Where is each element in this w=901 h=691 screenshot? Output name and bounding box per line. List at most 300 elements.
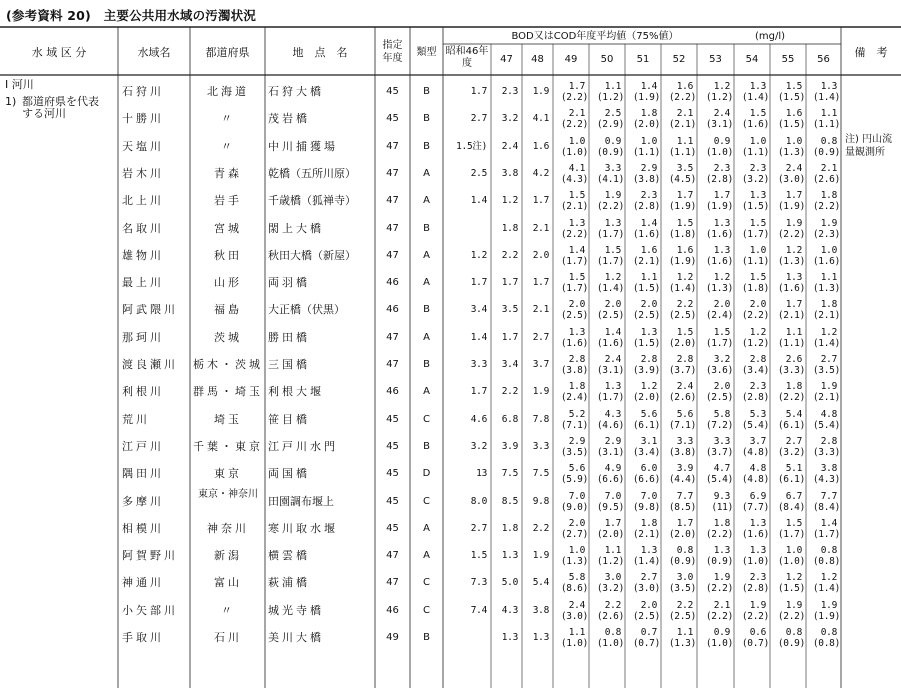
cell-value: 2.4 bbox=[604, 354, 621, 365]
header-point-name: 地 点 名 bbox=[292, 46, 348, 59]
cell-prefecture: 〃 bbox=[221, 603, 235, 617]
header-unit: (mg/l) bbox=[754, 31, 786, 42]
cell-value: 1.3 bbox=[501, 632, 518, 643]
cell-point-name: 田園調布堰上 bbox=[268, 494, 334, 508]
cell-value: 1.2 bbox=[820, 326, 837, 338]
cell-value: 2.0 bbox=[604, 299, 621, 311]
cell-value: 4.3 bbox=[501, 604, 518, 616]
cell-designated-year: 45 bbox=[386, 86, 399, 97]
cell-value: 7.7 bbox=[820, 490, 837, 502]
cell-value: 1.0 bbox=[749, 135, 766, 147]
cell-value: 2.4 bbox=[713, 108, 730, 120]
cell-value: 4.2 bbox=[532, 167, 549, 179]
cell-value-75pct: (2.0) bbox=[668, 337, 696, 349]
cell-value: 2.1 bbox=[568, 108, 585, 120]
cell-value: 1.8 bbox=[501, 522, 518, 534]
cell-value-75pct: (2.6) bbox=[812, 173, 840, 185]
cell-value-75pct: (1.2) bbox=[741, 337, 769, 349]
cell-value-75pct: (2.1) bbox=[812, 392, 840, 404]
cell-value-75pct: (2.5) bbox=[668, 310, 696, 322]
cell-value: 4.1 bbox=[568, 162, 585, 174]
cell-value-75pct: (2.1) bbox=[560, 201, 588, 213]
cell-value: 1.3 bbox=[749, 517, 766, 529]
cell-value: 1.5 bbox=[713, 326, 730, 338]
cell-type: C bbox=[423, 604, 430, 616]
cell-type: A bbox=[423, 522, 430, 534]
cell-value: 1.1 bbox=[785, 326, 802, 338]
cell-value: 2.0 bbox=[640, 299, 657, 311]
cell-value: 2.2 bbox=[676, 599, 693, 611]
cell-designated-year: 47 bbox=[386, 550, 399, 562]
cell-value-75pct: (9.5) bbox=[596, 501, 624, 513]
cell-value-75pct: (3.4) bbox=[741, 365, 769, 376]
cell-value-75pct: (5.4) bbox=[705, 474, 733, 486]
cell-value-75pct: (1.6) bbox=[632, 228, 660, 240]
cell-type: B bbox=[423, 304, 430, 316]
cell-value-75pct: (0.8) bbox=[812, 556, 840, 568]
cell-value-75pct: (1.4) bbox=[812, 92, 840, 103]
cell-value-75pct: (5.4) bbox=[741, 419, 769, 431]
cell-prefecture: 神奈川 bbox=[207, 521, 249, 535]
cell-value-75pct: (2.5) bbox=[632, 310, 660, 322]
cell-value: 0.8 bbox=[785, 627, 802, 638]
cell-value-75pct: (3.7) bbox=[668, 365, 696, 376]
cell-value-75pct: (2.9) bbox=[596, 119, 624, 131]
cell-value: 2.0 bbox=[568, 517, 585, 529]
cell-value-75pct: (1.7) bbox=[705, 337, 733, 349]
cell-value-75pct: (2.3) bbox=[812, 228, 840, 240]
cell-value-75pct: (0.8) bbox=[812, 638, 840, 649]
cell-value: 3.8 bbox=[501, 167, 518, 179]
cell-value-75pct: (1.4) bbox=[741, 92, 769, 103]
cell-value: 2.8 bbox=[568, 354, 585, 365]
cell-value: 1.6 bbox=[640, 244, 657, 256]
cell-value: 1.7 bbox=[532, 277, 549, 289]
section-sub-line1: 都道府県を代表 bbox=[22, 95, 99, 108]
cell-point-name: 城光寺橋 bbox=[268, 603, 324, 617]
cell-value: 3.0 bbox=[676, 572, 693, 584]
cell-value-75pct: (1.1) bbox=[777, 337, 805, 349]
cell-type: A bbox=[423, 550, 430, 562]
cell-value: 2.8 bbox=[640, 354, 657, 365]
cell-value-75pct: (1.0) bbox=[705, 146, 733, 158]
cell-value-75pct: (0.7) bbox=[632, 638, 660, 649]
cell-value-75pct: (1.5) bbox=[632, 337, 660, 349]
header-area-class: 水 域 区 分 bbox=[31, 46, 87, 59]
cell-value: 2.2 bbox=[604, 599, 621, 611]
cell-point-name: 寒川取水堰 bbox=[268, 521, 338, 535]
cell-point-name: 勝田橋 bbox=[268, 330, 310, 344]
cell-value: 2.4 bbox=[501, 140, 518, 152]
cell-value-75pct: (2.5) bbox=[632, 610, 660, 622]
cell-value-75pct: (0.9) bbox=[596, 146, 624, 158]
cell-value: 0.8 bbox=[820, 627, 837, 638]
cell-value: 1.3 bbox=[568, 326, 585, 338]
cell-value: 3.9 bbox=[676, 463, 693, 475]
cell-value-75pct: (2.2) bbox=[560, 119, 588, 131]
cell-value-75pct: (1.6) bbox=[560, 337, 588, 349]
cell-designated-year: 46 bbox=[386, 304, 399, 316]
cell-value-75pct: (2.2) bbox=[705, 610, 733, 622]
cell-value-75pct: (1.5) bbox=[777, 92, 805, 103]
header-designated-year-2: 年度 bbox=[382, 53, 403, 64]
cell-designated-year: 45 bbox=[386, 440, 399, 452]
cell-value: 2.3 bbox=[749, 572, 766, 584]
cell-type: C bbox=[423, 413, 430, 425]
cell-value-75pct: (2.2) bbox=[812, 201, 840, 213]
cell-value-75pct: (1.2) bbox=[596, 556, 624, 568]
header-prefecture: 都道府県 bbox=[205, 46, 250, 59]
cell-value-75pct: (4.4) bbox=[668, 474, 696, 486]
cell-water-name: 相模川 bbox=[122, 521, 164, 535]
cell-value-75pct: (1.4) bbox=[812, 337, 840, 349]
cell-value: 1.9 bbox=[604, 190, 621, 202]
cell-value: 1.9 bbox=[820, 217, 837, 229]
cell-value: 1.3 bbox=[713, 217, 730, 229]
cell-value-75pct: (7.1) bbox=[668, 419, 696, 431]
cell-value-75pct: (7.2) bbox=[705, 419, 733, 431]
cell-value: 2.0 bbox=[749, 299, 766, 311]
cell-value-75pct: (1.1) bbox=[632, 146, 660, 158]
cell-value: 1.6 bbox=[676, 244, 693, 256]
cell-designated-year: 47 bbox=[386, 331, 399, 343]
cell-value-75pct: (2.2) bbox=[741, 610, 769, 622]
cell-value: 5.6 bbox=[568, 463, 585, 475]
cell-value: 1.3 bbox=[640, 545, 657, 557]
cell-value: 2.3 bbox=[501, 86, 518, 97]
cell-value-75pct: (3.3) bbox=[812, 446, 840, 458]
cell-value: 1.2 bbox=[676, 272, 693, 284]
cell-value-75pct: (8.4) bbox=[812, 501, 840, 513]
cell-value: 3.3 bbox=[470, 359, 487, 370]
cell-value-75pct: (1.1) bbox=[668, 146, 696, 158]
cell-value: 6.0 bbox=[640, 463, 657, 475]
cell-value-75pct: (2.2) bbox=[777, 392, 805, 404]
cell-value-75pct: (6.6) bbox=[632, 474, 660, 486]
section-sub-number: 1) bbox=[5, 95, 17, 108]
cell-value: 1.4 bbox=[820, 517, 837, 529]
cell-value-75pct: (2.8) bbox=[705, 173, 733, 185]
cell-value: 2.4 bbox=[676, 381, 693, 393]
cell-designated-year: 45 bbox=[386, 522, 399, 534]
cell-value: 1.3 bbox=[749, 190, 766, 202]
cell-value-75pct: (1.0) bbox=[560, 638, 588, 649]
cell-type: A bbox=[423, 277, 430, 289]
cell-value-75pct: (2.0) bbox=[632, 392, 660, 404]
cell-value: 1.9 bbox=[532, 386, 549, 398]
cell-value: 4.9 bbox=[604, 463, 621, 475]
cell-value-75pct: (2.5) bbox=[705, 392, 733, 404]
cell-value-75pct: (2.2) bbox=[560, 228, 588, 240]
cell-value: 1.4 bbox=[640, 217, 657, 229]
cell-value-75pct: (3.8) bbox=[632, 173, 660, 185]
cell-value: 1.3 bbox=[713, 545, 730, 557]
cell-value-75pct: (3.0) bbox=[560, 610, 588, 622]
cell-value-75pct: (1.9) bbox=[777, 201, 805, 213]
cell-value-75pct: (2.2) bbox=[741, 310, 769, 322]
cell-value: 7.5 bbox=[501, 468, 518, 480]
cell-designated-year: 45 bbox=[386, 468, 399, 480]
cell-value-75pct: (3.9) bbox=[632, 365, 660, 376]
cell-value: 1.3 bbox=[532, 632, 549, 643]
cell-value-75pct: (6.1) bbox=[632, 419, 660, 431]
cell-value-75pct: (1.0) bbox=[777, 556, 805, 568]
cell-value-75pct: (2.1) bbox=[632, 255, 660, 267]
page-title: (参考資料 20) 主要公共用水域の汚濁状況 bbox=[6, 8, 257, 23]
cell-value: 2.0 bbox=[532, 249, 549, 261]
cell-value: 1.0 bbox=[820, 244, 837, 256]
header-year: 昭和46年度 bbox=[445, 46, 489, 69]
cell-value: 1.0 bbox=[749, 244, 766, 256]
cell-point-name: 笹目橋 bbox=[268, 412, 310, 426]
cell-value-75pct: (1.2) bbox=[705, 92, 733, 103]
cell-point-name: 両国橋 bbox=[268, 467, 310, 481]
cell-value: 1.7 bbox=[676, 190, 693, 202]
cell-value: 1.9 bbox=[820, 381, 837, 393]
cell-designated-year: 47 bbox=[386, 195, 399, 207]
cell-value: 1.3 bbox=[568, 217, 585, 229]
cell-point-name: 美川大橋 bbox=[268, 631, 324, 644]
cell-value: 1.9 bbox=[532, 550, 549, 562]
cell-value: 1.4 bbox=[604, 326, 621, 338]
cell-value-75pct: (2.0) bbox=[632, 119, 660, 131]
cell-value: 1.3 bbox=[604, 217, 621, 229]
cell-value-75pct: (8.4) bbox=[777, 501, 805, 513]
section-sub-line2: する河川 bbox=[22, 107, 66, 120]
cell-type: D bbox=[422, 468, 431, 480]
cell-value-75pct: (1.3) bbox=[777, 146, 805, 158]
cell-value: 2.1 bbox=[713, 599, 730, 611]
cell-value-75pct: (1.6) bbox=[705, 228, 733, 240]
cell-point-name: 閖上大橋 bbox=[268, 221, 324, 235]
cell-value-75pct: (1.1) bbox=[741, 255, 769, 267]
cell-value: 0.6 bbox=[749, 627, 766, 638]
cell-value-75pct: (2.5) bbox=[596, 310, 624, 322]
cell-value-75pct: (3.3) bbox=[777, 365, 805, 376]
cell-water-name: 石狩川 bbox=[122, 85, 164, 98]
cell-value-75pct: (2.2) bbox=[777, 228, 805, 240]
cell-value-75pct: (1.3) bbox=[777, 255, 805, 267]
cell-value: 1.5 bbox=[749, 108, 766, 120]
cell-point-name: 千歳橋（狐禅寺） bbox=[268, 194, 356, 208]
cell-water-name: 最上川 bbox=[122, 276, 164, 290]
cell-value: 1.5注) bbox=[456, 140, 487, 152]
cell-prefecture: 富山 bbox=[214, 576, 242, 590]
cell-value: 2.9 bbox=[568, 435, 585, 447]
cell-type: B bbox=[423, 440, 430, 452]
cell-point-name: 中川捕獲場 bbox=[268, 139, 338, 153]
cell-value: 2.5 bbox=[604, 108, 621, 120]
cell-value: 4.7 bbox=[713, 463, 730, 475]
cell-value-75pct: (3.8) bbox=[560, 365, 588, 376]
header-bod-title: BOD又はCOD年度平均値（75%値） bbox=[511, 31, 679, 42]
cell-value: 2.0 bbox=[640, 599, 657, 611]
cell-designated-year: 47 bbox=[386, 359, 399, 370]
cell-value-75pct: (1.9) bbox=[668, 255, 696, 267]
cell-value: 1.7 bbox=[604, 517, 621, 529]
cell-designated-year: 46 bbox=[386, 386, 399, 398]
cell-value: 1.7 bbox=[470, 277, 487, 289]
cell-value-75pct: (1.6) bbox=[812, 255, 840, 267]
cell-designated-year: 45 bbox=[386, 113, 399, 125]
cell-water-name: 雄物川 bbox=[122, 248, 164, 262]
cell-water-name: 神通川 bbox=[122, 576, 164, 590]
cell-value: 1.5 bbox=[470, 550, 487, 562]
header-year: 55 bbox=[781, 54, 795, 65]
cell-value-75pct: (4.8) bbox=[741, 446, 769, 458]
cell-value-75pct: (1.1) bbox=[812, 119, 840, 131]
cell-value: 6.8 bbox=[501, 413, 518, 425]
cell-value: 2.8 bbox=[749, 354, 766, 365]
cell-value: 3.5 bbox=[501, 304, 518, 316]
cell-value: 1.5 bbox=[568, 272, 585, 284]
cell-value: 4.8 bbox=[749, 463, 766, 475]
cell-water-name: 十勝川 bbox=[122, 112, 164, 126]
cell-point-name: 茂岩橋 bbox=[268, 112, 310, 126]
cell-value: 1.1 bbox=[604, 81, 621, 92]
cell-value-75pct: (4.8) bbox=[741, 474, 769, 486]
cell-value-75pct: (2.4) bbox=[560, 392, 588, 404]
cell-prefecture: 茨城 bbox=[214, 330, 242, 344]
cell-value: 7.0 bbox=[568, 490, 585, 502]
cell-water-name: 小矢部川 bbox=[122, 603, 178, 617]
cell-value-75pct: (4.6) bbox=[596, 419, 624, 431]
cell-water-name: 天塩川 bbox=[122, 139, 164, 153]
cell-value-75pct: (1.8) bbox=[741, 283, 769, 295]
cell-value: 2.8 bbox=[676, 354, 693, 365]
cell-value: 1.1 bbox=[568, 627, 585, 638]
cell-value: 2.7 bbox=[532, 331, 549, 343]
cell-value-75pct: (4.1) bbox=[596, 173, 624, 185]
cell-prefecture: 北海道 bbox=[207, 85, 249, 98]
cell-value: 1.2 bbox=[820, 572, 837, 584]
cell-value: 1.6 bbox=[785, 108, 802, 120]
cell-value: 1.7 bbox=[532, 195, 549, 207]
cell-value: 1.5 bbox=[749, 272, 766, 284]
cell-prefecture: 東京 bbox=[214, 467, 242, 481]
cell-value-75pct: (1.9) bbox=[632, 92, 660, 103]
cell-value: 1.1 bbox=[820, 108, 837, 120]
cell-value: 1.1 bbox=[604, 545, 621, 557]
cell-value: 3.8 bbox=[820, 463, 837, 475]
cell-value: 2.3 bbox=[640, 190, 657, 202]
cell-value-75pct: (1.3) bbox=[812, 283, 840, 295]
cell-value: 5.6 bbox=[640, 408, 657, 420]
cell-value-75pct: (1.0) bbox=[560, 146, 588, 158]
cell-value: 2.5 bbox=[470, 167, 487, 179]
cell-value: 13 bbox=[476, 468, 487, 480]
cell-value-75pct: (1.8) bbox=[668, 228, 696, 240]
cell-water-name: 利根川 bbox=[122, 385, 164, 399]
cell-value-75pct: (1.7) bbox=[777, 528, 805, 540]
cell-value-75pct: (1.5) bbox=[777, 119, 805, 131]
cell-value-75pct: (1.7) bbox=[560, 255, 588, 267]
cell-value: 3.5 bbox=[676, 162, 693, 174]
cell-value: 9.8 bbox=[532, 495, 549, 507]
cell-value: 0.8 bbox=[820, 545, 837, 557]
cell-value: 1.1 bbox=[640, 272, 657, 284]
cell-prefecture: 〃 bbox=[221, 139, 235, 153]
cell-value-75pct: (1.6) bbox=[596, 337, 624, 349]
cell-value: 0.9 bbox=[713, 135, 730, 147]
cell-value: 2.7 bbox=[470, 522, 487, 534]
cell-value: 1.5 bbox=[785, 517, 802, 529]
cell-point-name: 大正橋（伏黒） bbox=[268, 303, 345, 317]
cell-value-75pct: (2.1) bbox=[668, 119, 696, 131]
cell-water-name: 多摩川 bbox=[122, 494, 164, 508]
cell-value: 1.1 bbox=[676, 627, 693, 638]
cell-value: 3.1 bbox=[640, 435, 657, 447]
cell-value: 3.4 bbox=[470, 304, 487, 316]
cell-water-name: 阿武隈川 bbox=[122, 303, 178, 317]
cell-value: 1.7 bbox=[501, 277, 518, 289]
cell-value-75pct: (1.5) bbox=[632, 283, 660, 295]
header-year: 54 bbox=[745, 54, 759, 65]
cell-value-75pct: (1.4) bbox=[668, 283, 696, 295]
cell-type: A bbox=[423, 167, 430, 179]
cell-value: 1.0 bbox=[640, 135, 657, 147]
cell-value-75pct: (3.5) bbox=[812, 365, 840, 376]
cell-value: 2.4 bbox=[785, 162, 802, 174]
cell-value: 2.7 bbox=[820, 354, 837, 365]
cell-value: 1.2 bbox=[749, 326, 766, 338]
cell-value-75pct: (1.0) bbox=[596, 638, 624, 649]
cell-value: 1.7 bbox=[470, 86, 487, 97]
cell-value: 1.2 bbox=[640, 381, 657, 393]
cell-value: 1.1 bbox=[676, 135, 693, 147]
cell-water-name: 北上川 bbox=[122, 194, 164, 208]
cell-value: 3.4 bbox=[501, 359, 518, 370]
cell-value: 1.3 bbox=[749, 81, 766, 92]
cell-value-75pct: (1.4) bbox=[632, 556, 660, 568]
cell-value: 1.7 bbox=[470, 386, 487, 398]
cell-value: 1.4 bbox=[470, 195, 487, 207]
cell-value: 1.5 bbox=[604, 244, 621, 256]
cell-value: 3.7 bbox=[749, 435, 766, 447]
cell-value: 1.3 bbox=[713, 244, 730, 256]
cell-value: 4.6 bbox=[470, 413, 487, 425]
cell-value: 3.9 bbox=[501, 440, 518, 452]
cell-value-75pct: (1.6) bbox=[705, 255, 733, 267]
cell-value-75pct: (1.9) bbox=[705, 201, 733, 213]
cell-value-75pct: (1.0) bbox=[705, 638, 733, 649]
cell-value: 5.0 bbox=[501, 577, 518, 589]
cell-value: 2.1 bbox=[820, 162, 837, 174]
cell-value: 2.8 bbox=[820, 435, 837, 447]
cell-value: 1.7 bbox=[568, 81, 585, 92]
cell-value: 5.6 bbox=[676, 408, 693, 420]
cell-value: 2.1 bbox=[676, 108, 693, 120]
cell-value-75pct: (1.7) bbox=[596, 228, 624, 240]
cell-value: 2.2 bbox=[501, 249, 518, 261]
cell-value: 1.7 bbox=[713, 190, 730, 202]
cell-value-75pct: (0.9) bbox=[812, 146, 840, 158]
cell-value: 6.9 bbox=[749, 490, 766, 502]
cell-value: 8.0 bbox=[470, 495, 487, 507]
cell-value: 1.9 bbox=[749, 599, 766, 611]
cell-prefecture: 福島 bbox=[214, 303, 242, 317]
cell-designated-year: 47 bbox=[386, 222, 399, 234]
cell-value-75pct: (1.3) bbox=[560, 556, 588, 568]
cell-prefecture: 石川 bbox=[214, 631, 242, 644]
cell-value: 1.5 bbox=[676, 217, 693, 229]
cell-prefecture: 山形 bbox=[214, 276, 242, 290]
cell-value-75pct: (8.6) bbox=[560, 583, 588, 595]
header-water-name: 水域名 bbox=[137, 46, 171, 59]
cell-value: 1.2 bbox=[501, 195, 518, 207]
cell-value: 1.5 bbox=[785, 81, 802, 92]
cell-value: 1.5 bbox=[676, 326, 693, 338]
